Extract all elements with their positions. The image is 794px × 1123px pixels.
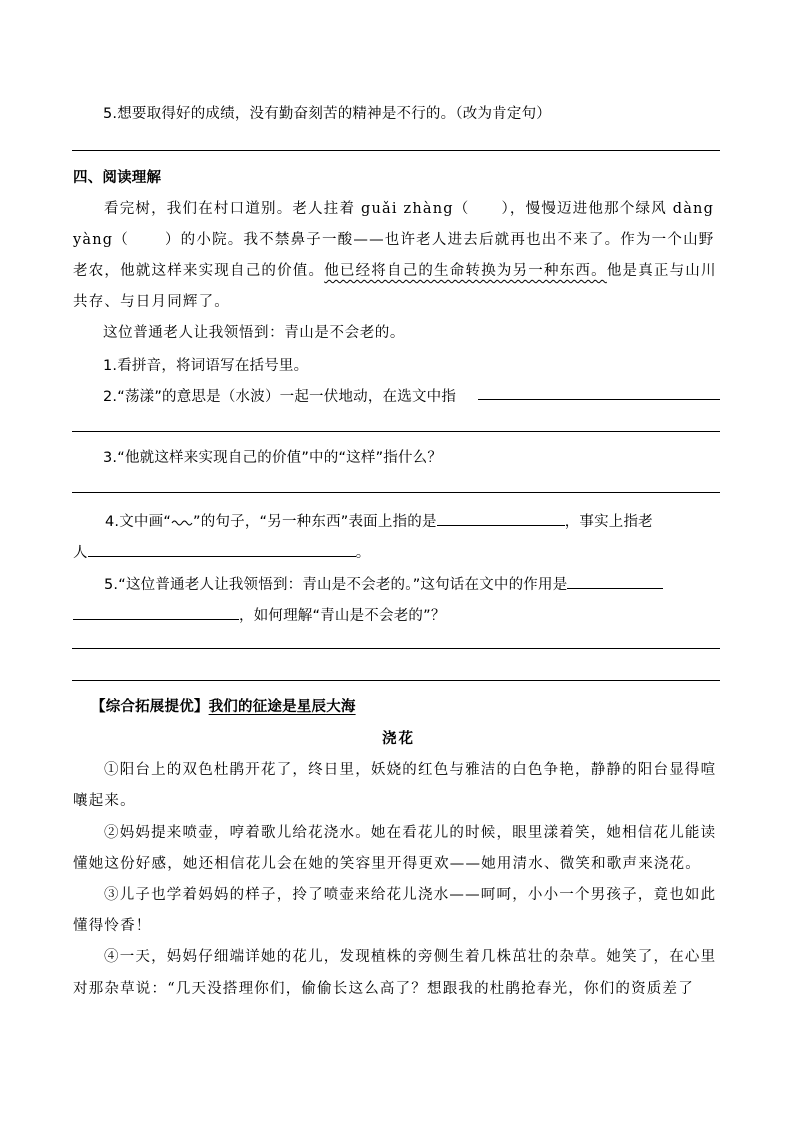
answer-blank[interactable] [88,542,356,557]
article-title: 浇花 [382,731,415,747]
answer-line [72,150,720,151]
answer-blank[interactable] [567,574,663,589]
question-1: 1.看拼音，将词语写在括号里。 [103,358,309,374]
passage-line-5: 这位普通老人让我领悟到：青山是不会老的。 [103,325,405,341]
question-text: 人 [73,545,88,561]
question-3: 3.“他就这样来实现自己的价值”中的“这样”指什么？ [103,450,443,466]
question-5-cont [73,604,446,625]
passage-line-2 [73,228,714,249]
passage-line-4: 共存、与日月同辉了。 [73,294,230,310]
article-para-1-line-2: 嚷起来。 [73,793,136,809]
extension-topic: 我们的征途是星辰大海 [208,699,356,715]
passage-text: ），慢慢迈进他那个绿风 dàng [501,201,715,217]
answer-line[interactable] [72,680,720,681]
passage-line-1 [104,197,714,218]
passage-text: ）的小院。我不禁鼻子一酸——也许老人进去后就再也出不来了。作为一个山野 [164,232,715,248]
passage-text: yàng（ [73,232,129,248]
wavy-line-icon [171,516,193,526]
answer-line[interactable] [72,431,720,432]
article-para-4-line-1: ④一天，妈妈仔细端详她的花儿，发现植株的旁侧生着几株茁壮的杂草。她笑了，在心里 [104,949,717,965]
question-4 [105,510,653,531]
question-4-cont [73,541,370,562]
question-text: 5.“这位普通老人让我领悟到：青山是不会老的。”这句话在文中的作用是 [104,577,568,593]
answer-line[interactable] [72,648,720,649]
answer-line[interactable] [72,492,720,493]
extension-label: 【综合拓展提优】 [91,699,209,715]
q5-rewrite: 5.想要取得好的成绩，没有勤奋刻苦的精神是不行的。（改为肯定句） [103,106,551,122]
article-para-4-line-2: 对那杂草说：“几天没搭理你们，偷偷长这么高了？想跟我的杜鹃抢春光，你们的资质差了 [73,981,694,997]
question-text: ”的句子，“另一种东西”表面上指的是 [193,514,437,530]
passage-line-3 [73,259,717,280]
article-para-1-line-1: ①阳台上的双色杜鹃开花了，终日里，妖娆的红色与雅洁的白色争艳，静静的阳台显得喧 [104,762,717,778]
article-para-2-line-2: 懂她这份好感，她还相信花儿会在她的笑容里开得更欢——她用清水、微笑和歌声来浇花。 [73,856,701,872]
extension-heading [91,695,356,716]
article-para-2-line-1: ②妈妈提来喷壶，哼着歌儿给花浇水。她在看花儿的时候，眼里漾着笑，她相信花儿能读 [104,825,717,841]
question-text: 。 [355,545,371,561]
answer-blank[interactable] [437,511,565,526]
article-para-3-line-2: 懂得怜香！ [73,918,152,934]
passage-text: 看完树，我们在村口道别。老人拄着 guǎi zhàng（ [104,201,470,217]
question-text: ，事实上指老 [564,514,653,530]
passage-text: 老农，他就这样来实现自己的价值。 [73,263,325,279]
section-heading: 四、阅读理解 [73,170,162,186]
question-text: ，如何理解“青山是不会老的”？ [239,608,446,624]
article-para-3-line-1: ③儿子也学着妈妈的样子，拎了喷壶来给花儿浇水——呵呵，小小一个男孩子，竟也如此 [104,887,717,903]
answer-line[interactable] [478,399,720,400]
question-2: 2.“荡漾”的意思是（水波）一起一伏地动，在选文中指 [103,389,457,405]
question-5 [104,573,663,594]
passage-text: 他是真正与山川 [606,263,717,279]
question-text: 4.文中画“ [105,514,172,530]
answer-blank[interactable] [73,605,239,620]
wavy-underlined-sentence: 他已经将自己的生命转换为另一种东西。 [324,263,607,279]
